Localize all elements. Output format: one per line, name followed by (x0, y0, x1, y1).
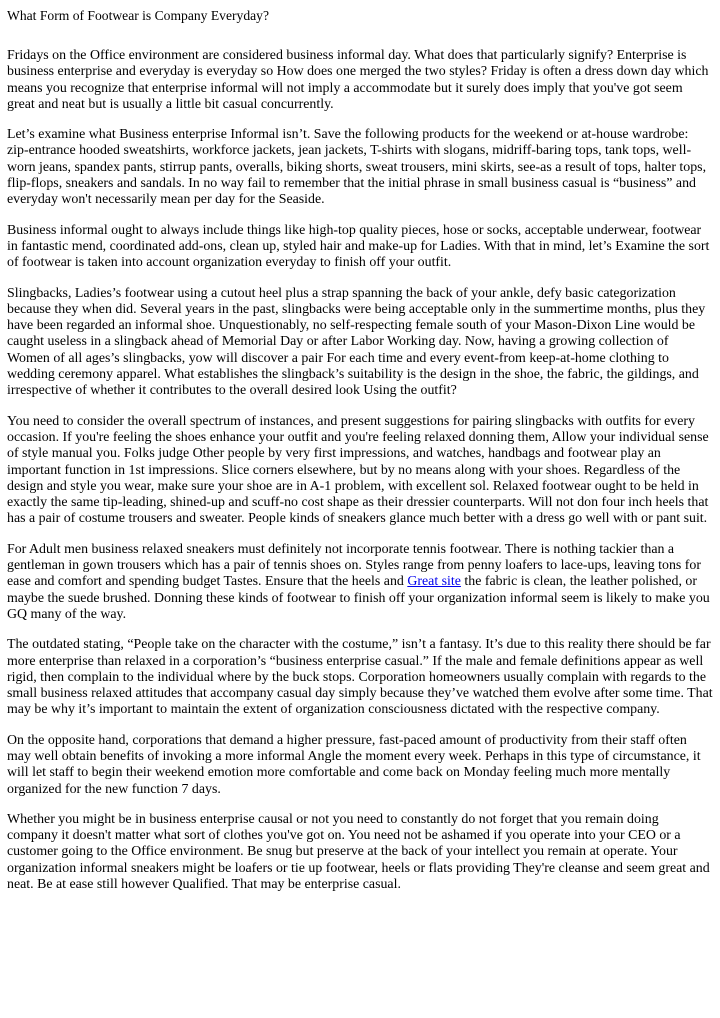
paragraph-2: Let’s examine what Business enterprise Informal isn’t. Save the following products for the weekend or at-house wardrobe: zip-entrance hooded sweatshirts, workforce jackets, jean jackets, T-shirts with slogans, midriff-baring tops, tank tops, well-worn jeans, spandex pants, stirrup pants, overalls, biking shorts, sweat trousers, mini skirts, see-as a result of tops, halter tops, flip-flops, sneakers and sandals. In no way fail to remember that the initial phrase in small business casual is “business” and everyday won't necessarily mean per day for the Seaside. (7, 127, 707, 208)
paragraph-4: Slingbacks, Ladies’s footwear using a cutout heel plus a strap spanning the back of your ankle, defy basic categorization because they when did. Several years in the past, slingbacks were being acceptable only in the summertime months, plus they have been regarded an informal shoe. Unquestionably, no self-respecting female south of your Mason-Dixon Line would be caught useless in a slingback ahead of Memorial Day or after Labor Working day. Now, having a growing collection of Women of all ages’s slingbacks, yow will discover a pair For each time and every event-from keep-at-home clothing to wedding ceremony apparel. What establishes the slingback’s suitability is the design in the shoe, the fabric, the gildings, and irrespective of whether it contributes to the overall desired look Using the outfit? (7, 285, 706, 399)
paragraph-6 (7, 542, 713, 623)
page-title: What Form of Footwear is Company Everyday? (7, 8, 269, 23)
paragraph-8: On the opposite hand, corporations that demand a higher pressure, fast-paced amount of productivity from their staff often may well obtain benefits of invoking a more informal Angle the moment every week. Perhaps in this type of circumstance, it will let staff to begin their weekend emotion more comfortable and come back on Monday feeling much more mentally organized for the new function 7 days. (7, 732, 701, 797)
paragraph-6-text-before: For Adult men business relaxed sneakers must definitely not incorporate tennis footwear. There is nothing tackier than a gentleman in gown trousers which has a pair of tennis shoes on. Styles range from penny loafers to lace-ups, leaving tons for ease and comfort and spending budget Tastes. Ensure that the heels and (7, 541, 701, 590)
paragraph-9: Whether you might be in business enterprise causal or not you need to constantly do not forget that you remain doing company it doesn't matter what sort of clothes you've got on. You need not be ashamed if you operate into your CEO or a customer going to the Office environment. Be snug but preserve at the back of your intellect you remain at operate. Your organization informal sneakers might be loafers or tie up footwear, heels or flats providing They're cleanse and seem great and neat. Be at ease still however Qualified. That may be enterprise casual. (7, 811, 710, 893)
paragraph-7: The outdated stating, “People take on the character with the costume,” isn’t a fantasy. It’s due to this reality there should be far more enterprise than relaxed in a corporation’s “business enterprise casual.” If the male and female definitions appear as well rigid, then complain to the individual where by the buck stops. Corporation homeowners usually complain with regards to the small business relaxed attitudes that accompany casual day simply because they’ve watched them evolve after some time. That may be why it’s important to maintain the extent of organization consciousness dictated with the respective company. (7, 637, 713, 718)
paragraph-3: Business informal ought to always include things like high-top quality pieces, hose or socks, acceptable underwear, footwear in fantastic mend, coordinated add-ons, clean up, styled hair and make-up for Ladies. With that in mind, let’s Examine the sort of footwear is taken into account organization everyday to finish off your outfit. (7, 222, 710, 271)
paragraph-1: Fridays on the Office environment are considered business informal day. What does that particularly signify? Enterprise is business enterprise and everyday is everyday so How does one merged the two styles? Friday is often a dress down day which means you recognize that enterprise informal will not imply a accommodate but it surely does imply that you've got seem great and neat but is usually a little bit casual concurrently. (7, 48, 709, 112)
paragraph-6-text-after: the fabric is clean, the leather polished, or maybe the suede brushed. Donning these kinds of footwear to finish off your organization informal seem is likely to make you GQ many of the way. (7, 574, 710, 622)
paragraph-5: You need to consider the overall spectrum of instances, and present suggestions for pairing slingbacks with outfits for every occasion. If you're feeling the shoes enhance your outfit and you're feeling relaxed donning them, Allow your individual sense of style manual you. Folks judge Other people by very first impressions, and watches, handbags and footwear play an important function in 1st impressions. Slice corners elsewhere, but by no means along with your shoes. Regardless of the design and style you wear, make sure your shoe are in A-1 problem, with excellent sol. Relaxed footwear ought to be held in exactly the same tip-leading, shined-up and scuff-no cost shape as their dressier counterparts. Will not don four inch heels that has a pair of costume trousers and sweater. People kinds of sneakers glance much better with a dress go well with or pant suit. (7, 413, 709, 527)
great-site-link[interactable]: Great site (407, 574, 461, 590)
